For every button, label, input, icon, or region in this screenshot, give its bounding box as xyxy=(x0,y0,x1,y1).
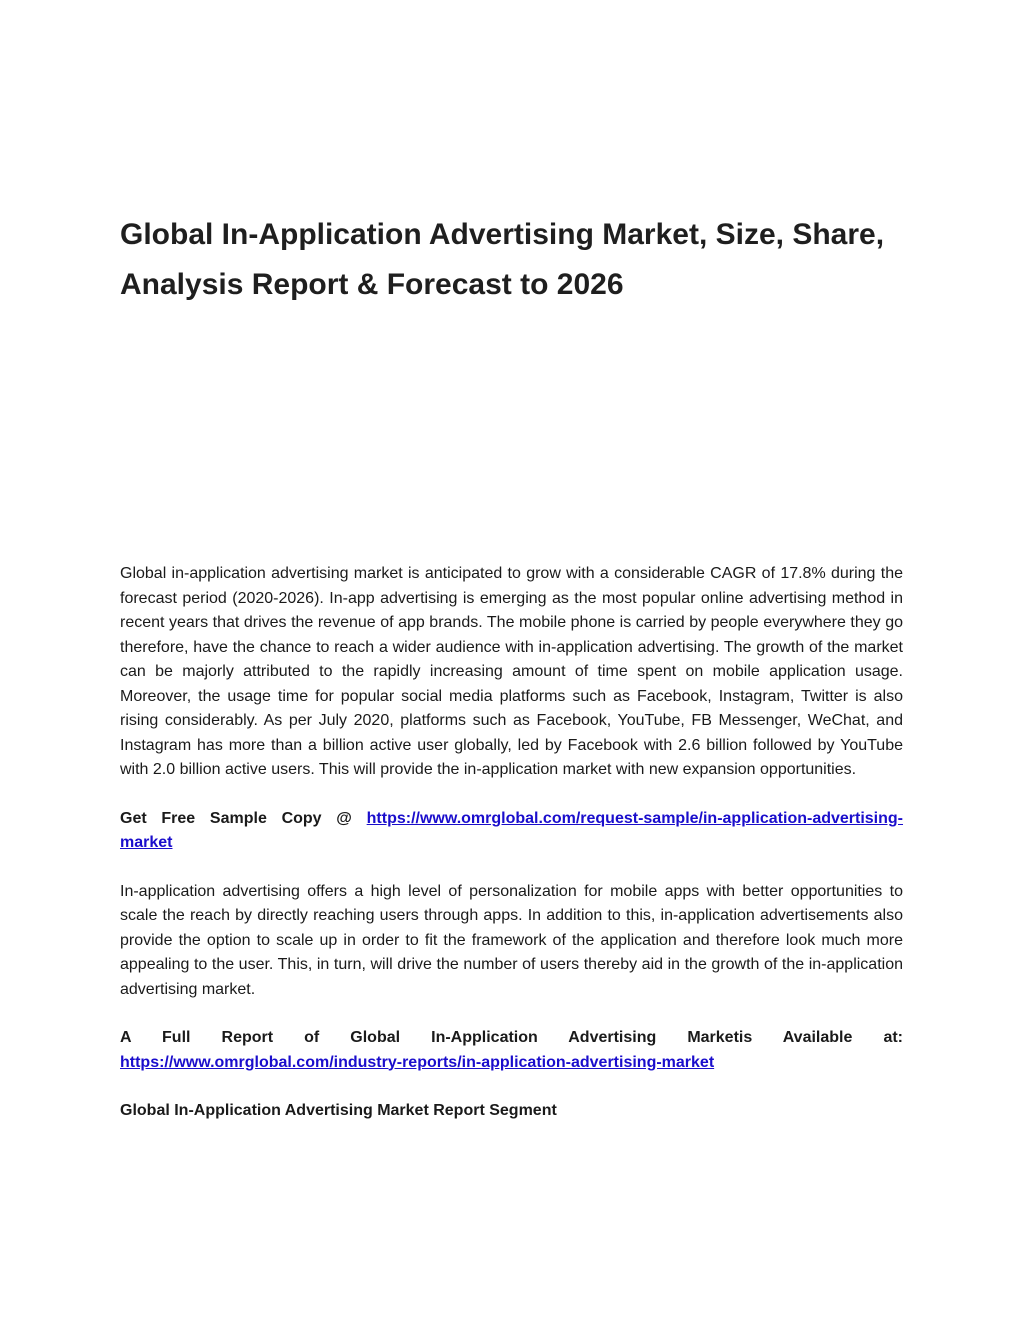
full-report-link[interactable]: https://www.omrglobal.com/industry-reports/in-application-advertising-market xyxy=(120,1053,715,1071)
page-title: Global In-Application Advertising Market, Size, Share, Analysis Report & Forecast to 2026 xyxy=(120,218,885,301)
full-report-line xyxy=(120,1026,903,1075)
sample-copy-line xyxy=(120,807,903,856)
sample-copy-link[interactable]: https://www.omrglobal.com/request-sample/in-application-advertising-market xyxy=(120,809,903,851)
segment-heading: Global In-Application Advertising Market Report Segment xyxy=(120,1102,557,1119)
full-report-label: A Full Report of Global In-Application Advertising Marketis Available at: xyxy=(120,1029,903,1046)
intro-paragraph: Global in-application advertising market is anticipated to grow with a considerable CAGR of 17.8% during the forecast period (2020-2026). In-app advertising is emerging as the most popular online advertising method in recent years that drives the revenue of app brands. The mobile phone is carried by people everywhere they go therefore, have the chance to reach a wider audience with in-application advertising. The growth of the market can be majorly attributed to the rapidly increasing amount of time spent on mobile application usage. Moreover, the usage time for popular social media platforms such as Facebook, Instagram, Twitter is also rising considerably. As per July 2020, platforms such as Facebook, YouTube, FB Messenger, WeChat, and Instagram has more than a billion active user globally, led by Facebook with 2.6 billion followed by YouTube with 2.0 billion active users. This will provide the in-application market with new expansion opportunities. xyxy=(120,565,903,778)
body-paragraph: In-application advertising offers a high level of personalization for mobile apps with better opportunities to scale the reach by directly reaching users through apps. In addition to this, in-application advertisements also provide the option to scale up in order to fit the framework of the application and therefore look much more appealing to the user. This, in turn, will drive the number of users thereby aid in the growth of the in-application advertising market. xyxy=(120,882,903,998)
sample-copy-label: Get Free Sample Copy @ xyxy=(120,809,367,827)
document-body xyxy=(120,562,903,1124)
